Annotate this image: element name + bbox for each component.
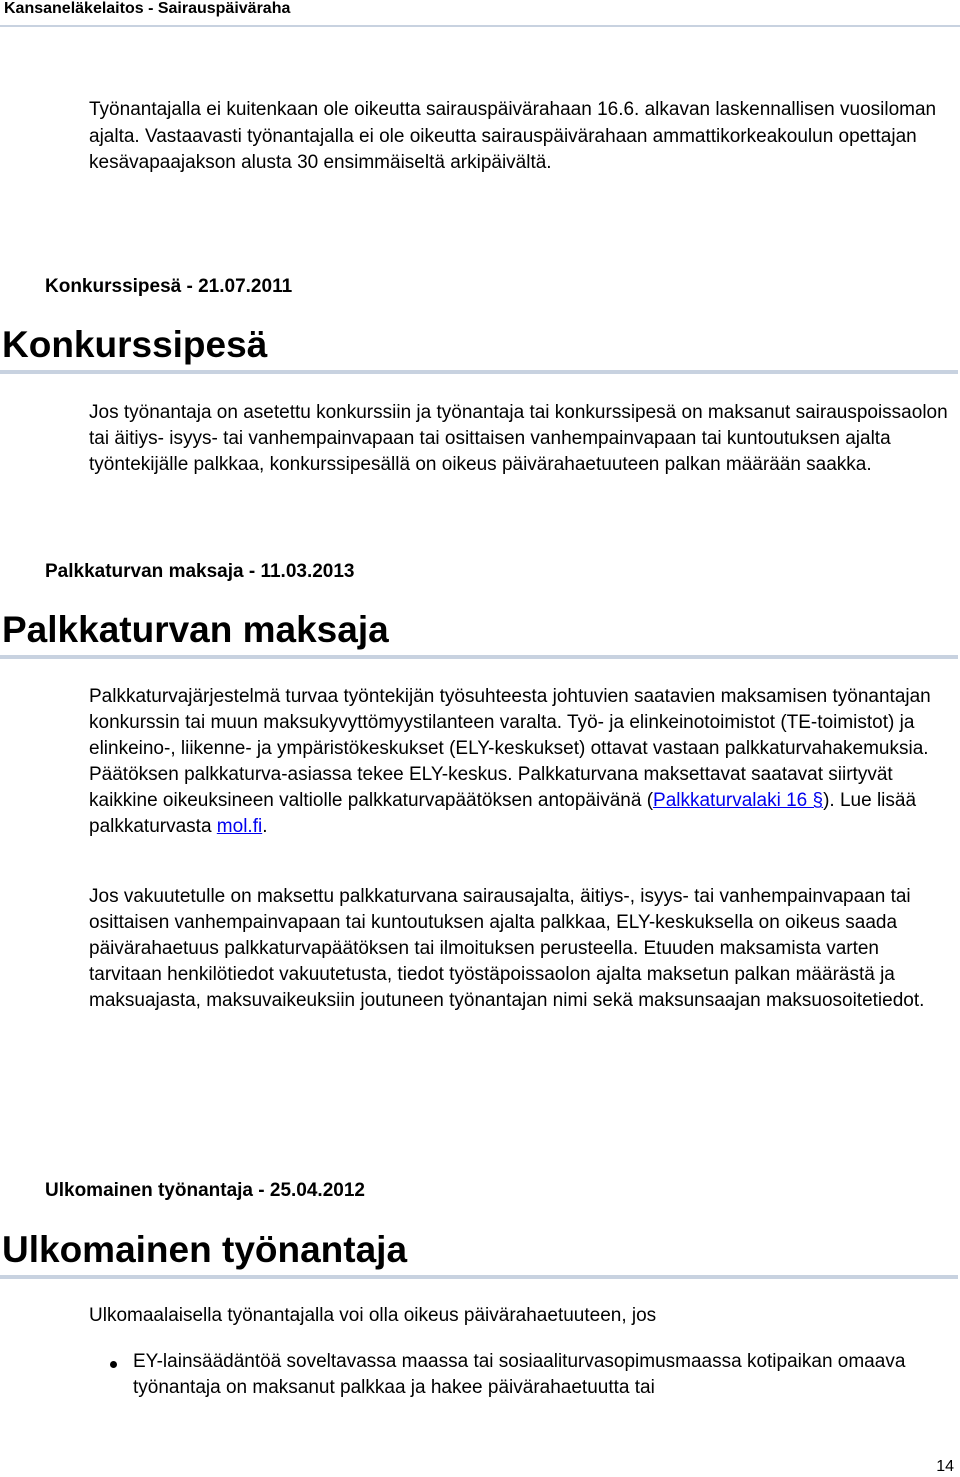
section-divider xyxy=(0,370,958,374)
palkkaturvalaki-link[interactable]: Palkkaturvalaki 16 § xyxy=(653,790,824,811)
ulkomainen-paragraph: Ulkomaalaisella työnantajalla voi olla oikeus päivärahaetuuteen, jos xyxy=(89,1305,657,1326)
ulkomainen-bullet-list xyxy=(89,1349,951,1401)
palkkaturva-text-start: Palkkaturvajärjestelmä turvaa työntekijän työsuhteesta johtuvien saatavien maksamisen työnantajan konkurssin tai muun maksukyvyttömyystilanteen varalta. Työ- ja elinkeinotoimistot (TE-toimistot) ja elinkeino-, liikenne- ja ympäristökeskukset (ELY-keskukset) ottavat vastaan palkkaturvahakemuksia. Päätöksen palkkaturva-asiassa tekee ELY-keskus. Palkkaturvana maksettavat saatavat siirtyvät kaikkine oikeuksineen valtiolle palkkaturvapäätöksen antopäivänä ( xyxy=(89,686,931,811)
document-header-title: Kansaneläkelaitos - Sairauspäiväraha xyxy=(4,0,291,17)
list-item xyxy=(89,1349,951,1401)
palkkaturva-paragraph-2: Jos vakuutetulle on maksettu palkkaturvana sairausajalta, äitiys-, isyys- tai vanhempainvapaan tai osittaisen vanhempainvapaan tai kuntoutuksen ajalta palkkaa, ELY-keskuksella on oikeus saada päivärahaetuus palkkaturvapäätöksen tai ilmoituksen perusteella. Etuuden maksamista varten tarvitaan henkilötiedot vakuutetusta, tiedot työstäpoissaolon ajalta maksetun palkan määrästä ja maksuajasta, maksuvaikeuksiin joutuneen työnantajan nimi sekä maksunsaajan maksuosoitetiedot. xyxy=(89,886,925,1011)
section-date-line-palkkaturva: Palkkaturvan maksaja - 11.03.2013 xyxy=(45,561,355,582)
section-divider xyxy=(0,1275,958,1279)
palkkaturva-paragraph-1 xyxy=(89,684,951,840)
header-divider xyxy=(0,25,960,27)
intro-paragraph: Työnantajalla ei kuitenkaan ole oikeutta sairauspäivärahaan 16.6. alkavan laskennallisen vuosiloman ajalta. Vastaavasti työnantajalla ei ole oikeutta sairauspäivärahaan ammattikorkeakoulun opettajan kesävapaajakson alusta 30 ensimmäiseltä arkipäivältä. xyxy=(89,99,937,173)
mol-fi-link[interactable]: mol.fi xyxy=(216,816,263,837)
palkkaturva-text-middle: ). Lue lisää palkkaturvasta xyxy=(89,790,917,837)
section-date-line-konkurssipesa: Konkurssipesä - 21.07.2011 xyxy=(45,276,293,297)
palkkaturva-text-end: . xyxy=(262,816,268,837)
page-number: 14 xyxy=(936,1458,954,1475)
section-title-palkkaturva: Palkkaturvan maksaja xyxy=(2,609,389,650)
section-date-line-ulkomainen: Ulkomainen työnantaja - 25.04.2012 xyxy=(45,1180,365,1201)
section-title-ulkomainen: Ulkomainen työnantaja xyxy=(2,1229,408,1270)
konkurssipesa-paragraph: Jos työnantaja on asetettu konkurssiin ja työnantaja tai konkurssipesä on maksanut sairauspoissaolon tai äitiys- isyys- tai vanhempainvapaan tai osittaisen vanhempainvapaan tai kuntoutuksen ajalta työntekijälle palkkaa, konkurssipesällä on oikeus päivärahaetuuteen palkan määrään saakka. xyxy=(89,402,948,475)
list-item-text: EY-lainsäädäntöä soveltavassa maassa tai sosiaaliturvasopimusmaassa kotipaikan omaava työnantaja on maksanut palkkaa ja hakee päivärahaetuutta tai xyxy=(133,1351,906,1398)
section-title-konkurssipesa: Konkurssipesä xyxy=(2,324,268,365)
bullet-icon xyxy=(110,1361,117,1368)
section-divider xyxy=(0,655,958,659)
